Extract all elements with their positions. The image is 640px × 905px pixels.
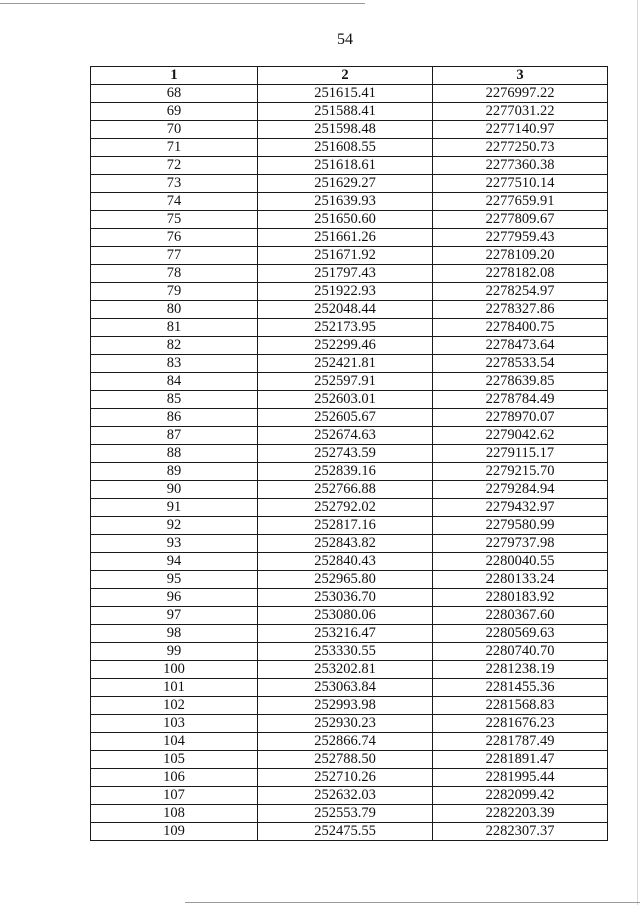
x-coordinate-cell: 251922.93 [258, 283, 433, 301]
table-row [91, 769, 608, 787]
x-coordinate-cell: 253063.84 [258, 679, 433, 697]
x-coordinate-cell: 251629.27 [258, 175, 433, 193]
table-row [91, 463, 608, 481]
point-number-cell: 72 [91, 157, 258, 175]
table-row [91, 301, 608, 319]
y-coordinate-cell: 2277360.38 [433, 157, 608, 175]
x-coordinate-cell: 251608.55 [258, 139, 433, 157]
table-row [91, 391, 608, 409]
point-number-cell: 81 [91, 319, 258, 337]
y-coordinate-cell: 2277959.43 [433, 229, 608, 247]
point-number-cell: 95 [91, 571, 258, 589]
y-coordinate-cell: 2281455.36 [433, 679, 608, 697]
table-row [91, 211, 608, 229]
point-number-cell: 100 [91, 661, 258, 679]
x-coordinate-cell: 252605.67 [258, 409, 433, 427]
table-row [91, 661, 608, 679]
x-coordinate-cell: 252840.43 [258, 553, 433, 571]
x-coordinate-cell: 252048.44 [258, 301, 433, 319]
table-row [91, 715, 608, 733]
x-coordinate-cell: 252299.46 [258, 337, 433, 355]
point-number-cell: 85 [91, 391, 258, 409]
y-coordinate-cell: 2280569.63 [433, 625, 608, 643]
point-number-cell: 91 [91, 499, 258, 517]
x-coordinate-cell: 252792.02 [258, 499, 433, 517]
y-coordinate-cell: 2280367.60 [433, 607, 608, 625]
table-row [91, 373, 608, 391]
point-number-cell: 87 [91, 427, 258, 445]
y-coordinate-cell: 2278533.54 [433, 355, 608, 373]
point-number-cell: 106 [91, 769, 258, 787]
point-number-cell: 84 [91, 373, 258, 391]
y-coordinate-cell: 2281238.19 [433, 661, 608, 679]
table-row [91, 553, 608, 571]
table-row [91, 139, 608, 157]
point-number-cell: 83 [91, 355, 258, 373]
x-coordinate-cell: 251598.48 [258, 121, 433, 139]
y-coordinate-cell: 2280740.70 [433, 643, 608, 661]
column-header-2: 2 [258, 67, 433, 85]
coordinates-table [90, 66, 608, 841]
point-number-cell: 99 [91, 643, 258, 661]
table-row [91, 409, 608, 427]
point-number-cell: 68 [91, 85, 258, 103]
point-number-cell: 76 [91, 229, 258, 247]
table-row [91, 571, 608, 589]
table-row [91, 733, 608, 751]
point-number-cell: 103 [91, 715, 258, 733]
y-coordinate-cell: 2281787.49 [433, 733, 608, 751]
point-number-cell: 107 [91, 787, 258, 805]
table-row [91, 625, 608, 643]
point-number-cell: 92 [91, 517, 258, 535]
table-row [91, 751, 608, 769]
table-row [91, 175, 608, 193]
table-header [91, 67, 608, 85]
point-number-cell: 74 [91, 193, 258, 211]
y-coordinate-cell: 2278784.49 [433, 391, 608, 409]
y-coordinate-cell: 2278400.75 [433, 319, 608, 337]
y-coordinate-cell: 2281891.47 [433, 751, 608, 769]
table-row [91, 319, 608, 337]
table-row [91, 499, 608, 517]
x-coordinate-cell: 252632.03 [258, 787, 433, 805]
x-coordinate-cell: 252993.98 [258, 697, 433, 715]
point-number-cell: 96 [91, 589, 258, 607]
point-number-cell: 97 [91, 607, 258, 625]
table-row [91, 427, 608, 445]
point-number-cell: 77 [91, 247, 258, 265]
x-coordinate-cell: 251618.61 [258, 157, 433, 175]
table-row [91, 481, 608, 499]
table-row [91, 229, 608, 247]
point-number-cell: 108 [91, 805, 258, 823]
point-number-cell: 79 [91, 283, 258, 301]
table-row [91, 247, 608, 265]
y-coordinate-cell: 2278182.08 [433, 265, 608, 283]
y-coordinate-cell: 2278970.07 [433, 409, 608, 427]
y-coordinate-cell: 2279737.98 [433, 535, 608, 553]
y-coordinate-cell: 2277250.73 [433, 139, 608, 157]
x-coordinate-cell: 251797.43 [258, 265, 433, 283]
y-coordinate-cell: 2280040.55 [433, 553, 608, 571]
point-number-cell: 73 [91, 175, 258, 193]
table-header-row [91, 67, 608, 85]
point-number-cell: 101 [91, 679, 258, 697]
y-coordinate-cell: 2278109.20 [433, 247, 608, 265]
table-row [91, 787, 608, 805]
x-coordinate-cell: 252674.63 [258, 427, 433, 445]
x-coordinate-cell: 252843.82 [258, 535, 433, 553]
x-coordinate-cell: 252603.01 [258, 391, 433, 409]
column-header-1: 1 [91, 67, 258, 85]
y-coordinate-cell: 2278473.64 [433, 337, 608, 355]
table-row [91, 121, 608, 139]
column-header-3: 3 [433, 67, 608, 85]
table-body [91, 85, 608, 841]
y-coordinate-cell: 2281676.23 [433, 715, 608, 733]
y-coordinate-cell: 2276997.22 [433, 85, 608, 103]
point-number-cell: 104 [91, 733, 258, 751]
point-number-cell: 82 [91, 337, 258, 355]
x-coordinate-cell: 252817.16 [258, 517, 433, 535]
point-number-cell: 78 [91, 265, 258, 283]
x-coordinate-cell: 252743.59 [258, 445, 433, 463]
point-number-cell: 80 [91, 301, 258, 319]
y-coordinate-cell: 2279115.17 [433, 445, 608, 463]
table-row [91, 535, 608, 553]
y-coordinate-cell: 2282307.37 [433, 823, 608, 841]
x-coordinate-cell: 252421.81 [258, 355, 433, 373]
x-coordinate-cell: 252710.26 [258, 769, 433, 787]
y-coordinate-cell: 2279432.97 [433, 499, 608, 517]
x-coordinate-cell: 253036.70 [258, 589, 433, 607]
x-coordinate-cell: 253080.06 [258, 607, 433, 625]
table-row [91, 805, 608, 823]
y-coordinate-cell: 2277510.14 [433, 175, 608, 193]
point-number-cell: 105 [91, 751, 258, 769]
point-number-cell: 109 [91, 823, 258, 841]
table-row [91, 85, 608, 103]
table-row [91, 283, 608, 301]
y-coordinate-cell: 2279284.94 [433, 481, 608, 499]
point-number-cell: 102 [91, 697, 258, 715]
point-number-cell: 86 [91, 409, 258, 427]
table-row [91, 193, 608, 211]
x-coordinate-cell: 251639.93 [258, 193, 433, 211]
x-coordinate-cell: 252839.16 [258, 463, 433, 481]
table-row [91, 337, 608, 355]
x-coordinate-cell: 253202.81 [258, 661, 433, 679]
point-number-cell: 94 [91, 553, 258, 571]
y-coordinate-cell: 2278327.86 [433, 301, 608, 319]
table-row [91, 103, 608, 121]
table-row [91, 517, 608, 535]
y-coordinate-cell: 2279580.99 [433, 517, 608, 535]
scan-border-line-right [637, 0, 638, 905]
y-coordinate-cell: 2281568.83 [433, 697, 608, 715]
table-row [91, 823, 608, 841]
x-coordinate-cell: 252766.88 [258, 481, 433, 499]
y-coordinate-cell: 2277659.91 [433, 193, 608, 211]
y-coordinate-cell: 2279215.70 [433, 463, 608, 481]
point-number-cell: 90 [91, 481, 258, 499]
x-coordinate-cell: 252866.74 [258, 733, 433, 751]
point-number-cell: 93 [91, 535, 258, 553]
point-number-cell: 71 [91, 139, 258, 157]
y-coordinate-cell: 2279042.62 [433, 427, 608, 445]
table-row [91, 607, 608, 625]
y-coordinate-cell: 2282203.39 [433, 805, 608, 823]
y-coordinate-cell: 2277031.22 [433, 103, 608, 121]
x-coordinate-cell: 252930.23 [258, 715, 433, 733]
table-row [91, 157, 608, 175]
x-coordinate-cell: 252965.80 [258, 571, 433, 589]
x-coordinate-cell: 253330.55 [258, 643, 433, 661]
y-coordinate-cell: 2280133.24 [433, 571, 608, 589]
point-number-cell: 98 [91, 625, 258, 643]
x-coordinate-cell: 252788.50 [258, 751, 433, 769]
point-number-cell: 75 [91, 211, 258, 229]
table-row [91, 697, 608, 715]
point-number-cell: 88 [91, 445, 258, 463]
table-row [91, 355, 608, 373]
point-number-cell: 89 [91, 463, 258, 481]
y-coordinate-cell: 2282099.42 [433, 787, 608, 805]
point-number-cell: 69 [91, 103, 258, 121]
x-coordinate-cell: 252597.91 [258, 373, 433, 391]
scan-border-line-top [0, 3, 365, 4]
y-coordinate-cell: 2280183.92 [433, 589, 608, 607]
y-coordinate-cell: 2281995.44 [433, 769, 608, 787]
x-coordinate-cell: 251588.41 [258, 103, 433, 121]
x-coordinate-cell: 251661.26 [258, 229, 433, 247]
y-coordinate-cell: 2277140.97 [433, 121, 608, 139]
page-number: 54 [337, 31, 353, 48]
point-number-cell: 70 [91, 121, 258, 139]
x-coordinate-cell: 251650.60 [258, 211, 433, 229]
table-row [91, 643, 608, 661]
scan-border-line-bottom [185, 902, 640, 903]
x-coordinate-cell: 251671.92 [258, 247, 433, 265]
table-row [91, 445, 608, 463]
table-row [91, 265, 608, 283]
x-coordinate-cell: 252475.55 [258, 823, 433, 841]
y-coordinate-cell: 2278254.97 [433, 283, 608, 301]
y-coordinate-cell: 2278639.85 [433, 373, 608, 391]
y-coordinate-cell: 2277809.67 [433, 211, 608, 229]
x-coordinate-cell: 252173.95 [258, 319, 433, 337]
x-coordinate-cell: 252553.79 [258, 805, 433, 823]
x-coordinate-cell: 251615.41 [258, 85, 433, 103]
table-row [91, 589, 608, 607]
x-coordinate-cell: 253216.47 [258, 625, 433, 643]
table-row [91, 679, 608, 697]
